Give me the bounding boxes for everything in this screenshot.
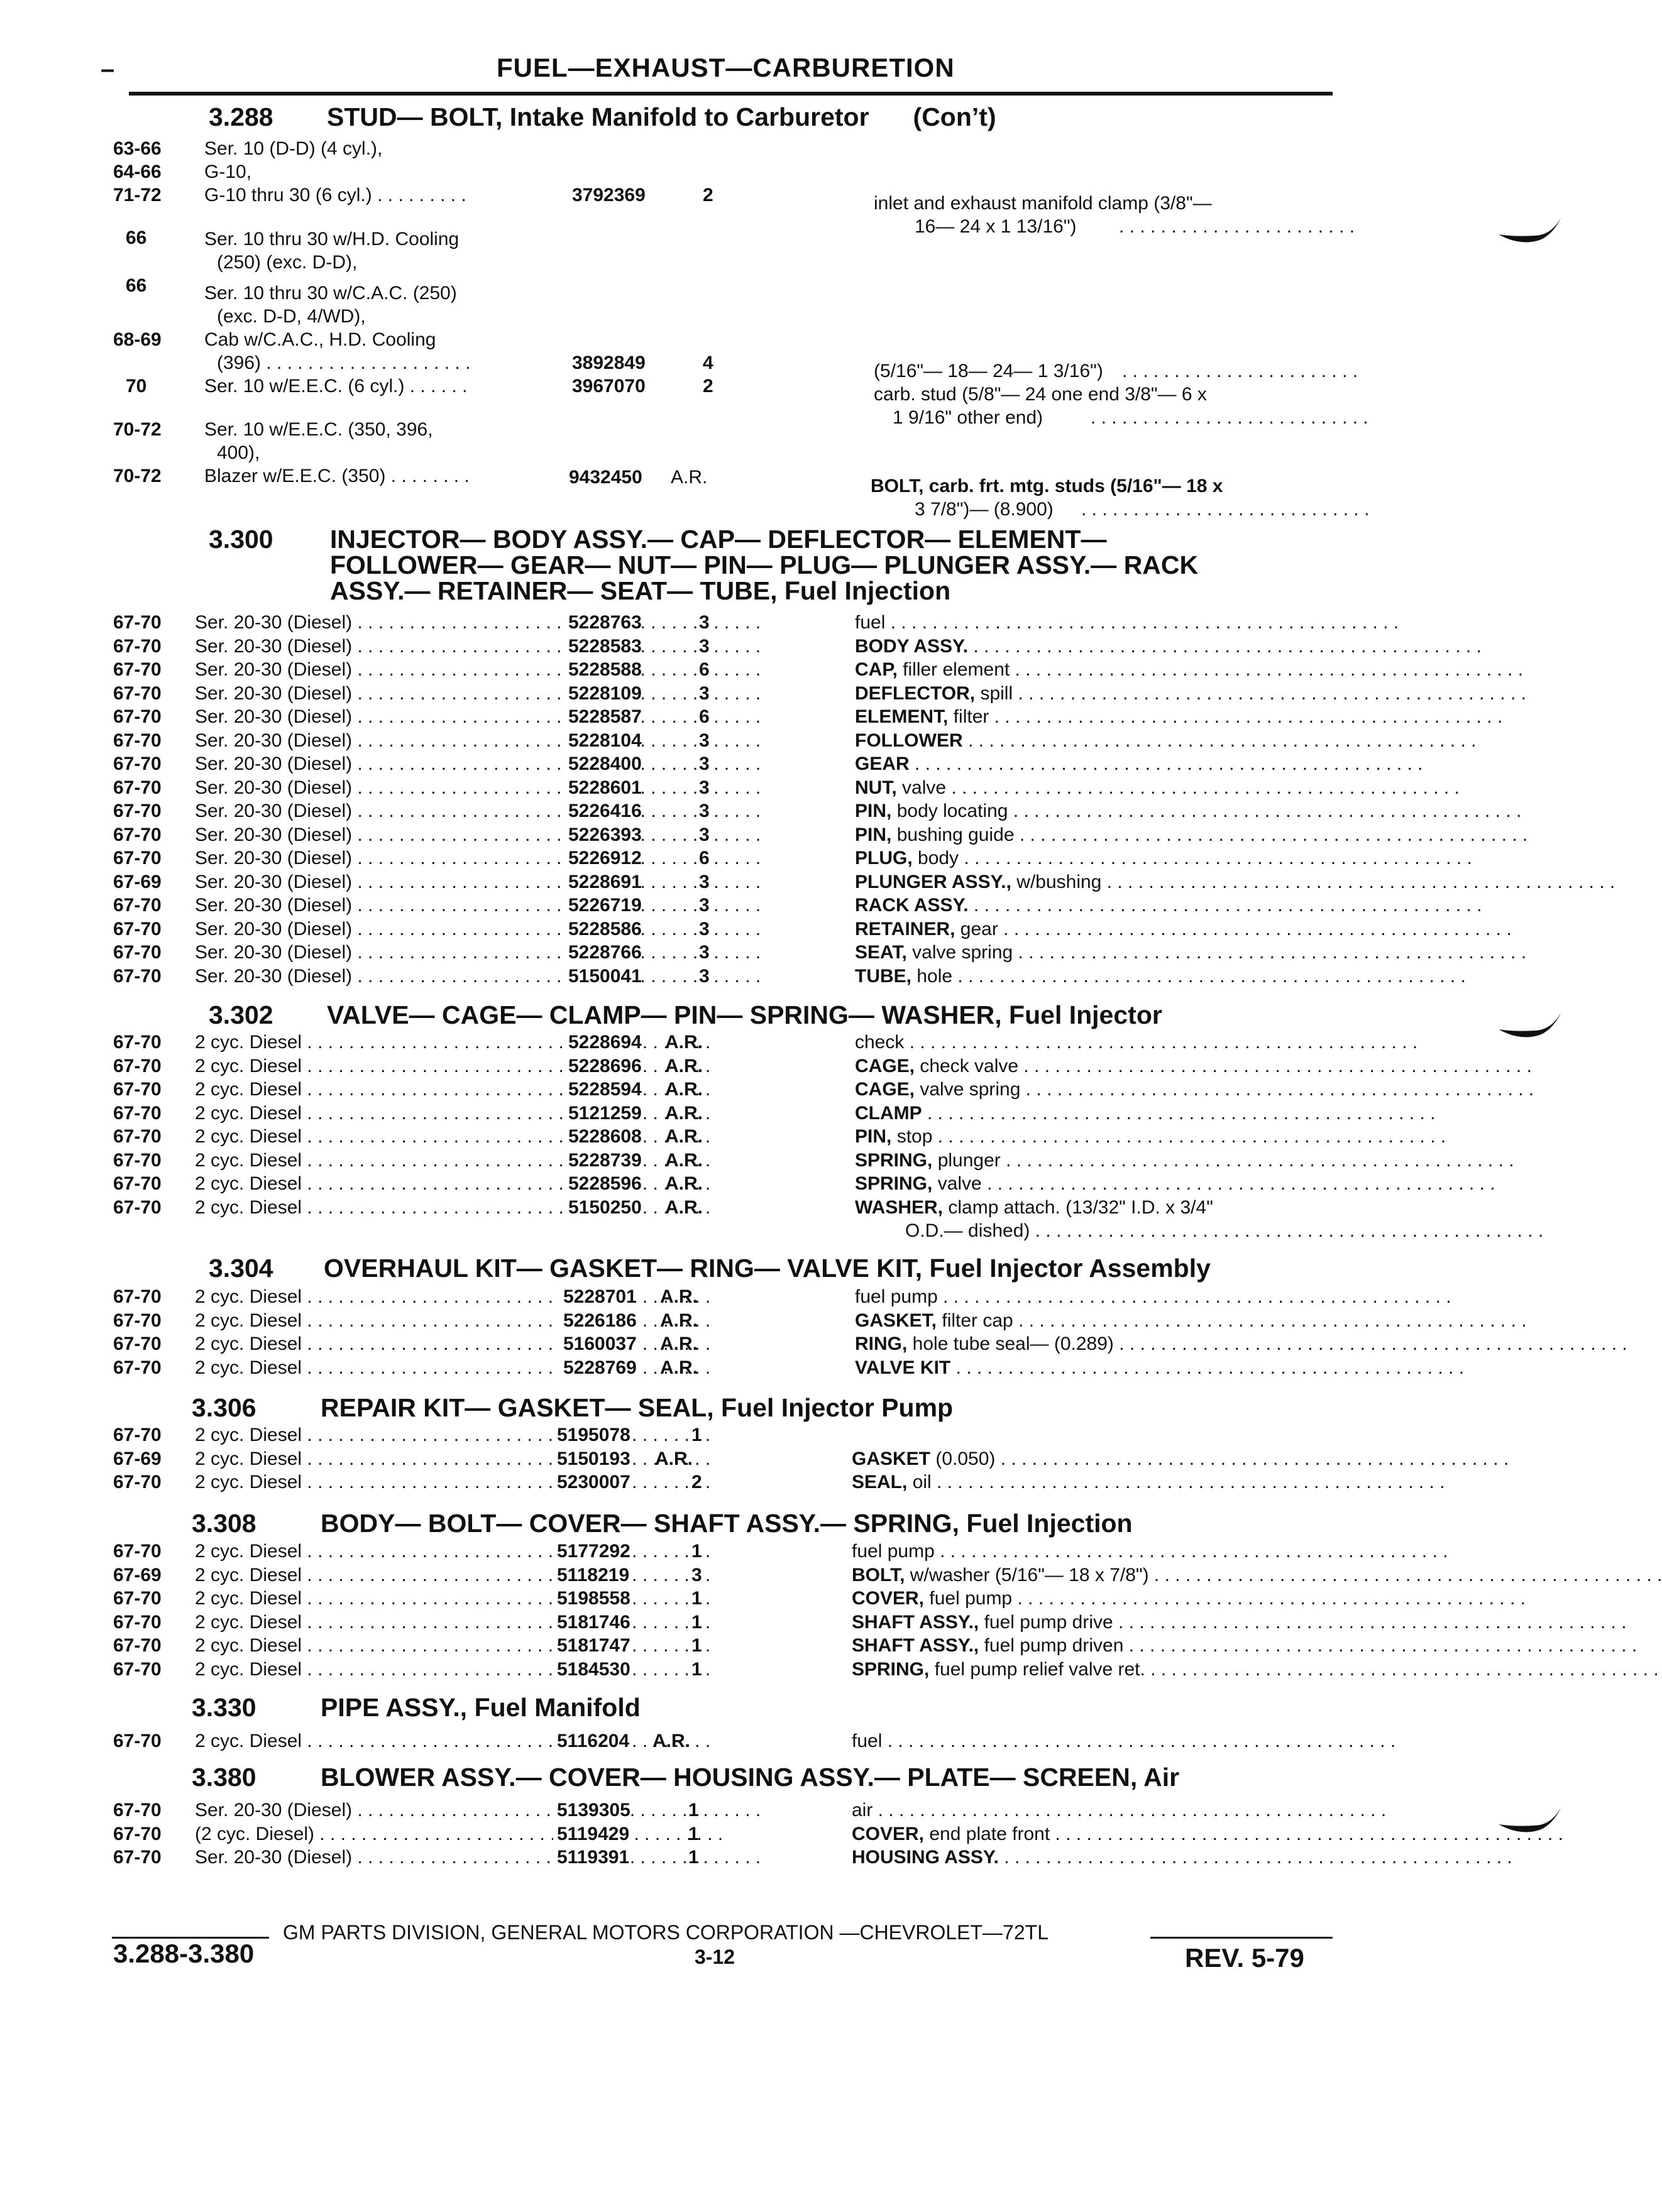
year: 68-69 xyxy=(113,329,162,350)
table-row: 67-70 2 cyc. Diesel . . . 5230007 2 SEAL, oil . . . xyxy=(113,1470,1345,1494)
table-row: 67-70 2 cyc. Diesel . . . 5226186 A.R. GASKET, filter cap . . . xyxy=(113,1309,1345,1333)
year: 70-72 xyxy=(113,466,162,486)
footer-publisher: GM PARTS DIVISION, GENERAL MOTORS CORPORATION —CHEVROLET—72TL xyxy=(283,1921,1048,1944)
section-number: 3.300 xyxy=(209,525,273,554)
application: Ser. 10 w/E.E.C. (6 cyl.) . . . . . . xyxy=(204,376,468,397)
table-row: 67-70 Ser. 20-30 (Diesel) . . . 5228400 3 GEAR . . . xyxy=(113,752,1345,776)
table-row: 67-70 2 cyc. Diesel . . . 5195078 1 xyxy=(113,1423,1345,1447)
footer-rule-right xyxy=(1150,1937,1333,1939)
section-3-304-table xyxy=(113,1285,1345,1379)
application: (250) (exc. D-D), xyxy=(217,252,358,273)
section-title: REPAIR KIT— GASKET— SEAL, Fuel Injector Pump xyxy=(321,1393,954,1422)
year: 70-72 xyxy=(113,419,162,440)
table-row: 67-69 2 cyc. Diesel . . . 5118219 3 BOLT, w/washer (5/16"— 18 x 7/8") . . . xyxy=(113,1563,1345,1587)
table-row: 67-70 2 cyc. Diesel . . . 5177292 1 fuel pump . . . xyxy=(113,1540,1345,1563)
table-row: 67-70 Ser. 20-30 (Diesel) . . . 5226719 3 RACK ASSY. . . . xyxy=(113,894,1345,917)
year: 64-66 xyxy=(113,162,162,182)
application: (396) . . . . . . . . . . . . . . . . . . . . xyxy=(217,353,471,373)
description: 1 9/16" other end) xyxy=(893,407,1043,428)
description: BOLT, carb. frt. mtg. studs (5/16"— 18 x xyxy=(871,476,1223,496)
application: Cab w/C.A.C., H.D. Cooling xyxy=(204,329,436,350)
table-row: 67-70 2 cyc. Diesel . . . 5150250 A.R. WASHER, clamp attach. (13/32" I.D. x 3/4" xyxy=(113,1196,1345,1220)
application: G-10 thru 30 (6 cyl.) . . . . . . . . . xyxy=(204,185,466,205)
binder-hole-mark xyxy=(1496,1005,1565,1043)
table-row: 67-70 Ser. 20-30 (Diesel) . . . 5226416 3 PIN, body locating . . . xyxy=(113,799,1345,823)
footer-section-range: 3.288-3.380 xyxy=(113,1939,255,1968)
table-row: 67-70 2 cyc. Diesel . . . 5181746 1 SHAFT ASSY., fuel pump drive . . . xyxy=(113,1611,1345,1634)
section-title: VALVE— CAGE— CLAMP— PIN— SPRING— WASHER, Fuel Injector xyxy=(327,1000,1162,1029)
table-row: 67-70 2 cyc. Diesel . . . 5228596 A.R. SPRING, valve . . . xyxy=(113,1172,1345,1196)
description: 16— 24 x 1 13/16") xyxy=(915,216,1077,237)
section-3-380-table xyxy=(113,1799,1345,1870)
part-number: 9432450 xyxy=(569,467,642,488)
section-title: BLOWER ASSY.— COVER— HOUSING ASSY.— PLATE— SCREEN, Air xyxy=(321,1763,1180,1792)
continued-label: (Con’t) xyxy=(913,102,996,131)
table-row: 67-70 2 cyc. Diesel . . . 5228608 A.R. PIN, stop . . . xyxy=(113,1125,1345,1149)
table-row: 67-69 Ser. 20-30 (Diesel) . . . 5228691 3 PLUNGER ASSY., w/bushing . . . xyxy=(113,870,1345,894)
section-title: PIPE ASSY., Fuel Manifold xyxy=(321,1693,641,1722)
year: 71-72 xyxy=(113,185,162,205)
section-title: BODY— BOLT— COVER— SHAFT ASSY.— SPRING, Fuel Injection xyxy=(321,1509,1133,1538)
table-row: 67-69 2 cyc. Diesel . . . 5150193 A.R. GASKET (0.050) . . . xyxy=(113,1447,1345,1471)
section-number: 3.306 xyxy=(192,1393,256,1422)
description: inlet and exhaust manifold clamp (3/8"— xyxy=(874,193,1212,214)
section-number: 3.330 xyxy=(192,1693,256,1722)
section-number: 3.288 xyxy=(209,102,273,131)
table-row: 67-70 2 cyc. Diesel . . . 5228701 A.R. fuel pump . . . xyxy=(113,1285,1345,1309)
table-row: 67-70 2 cyc. Diesel . . . 5116204 A.R. fuel . . . xyxy=(113,1729,1345,1753)
table-row: 67-70 2 cyc. Diesel . . . 5198558 1 COVER, fuel pump . . . xyxy=(113,1587,1345,1611)
part-number: 3792369 xyxy=(572,185,646,205)
table-row: 67-70 2 cyc. Diesel . . . 5228739 A.R. SPRING, plunger . . . xyxy=(113,1149,1345,1173)
table-row: 67-70 Ser. 20-30 (Diesel) . . . 5228763 3 fuel . . . xyxy=(113,611,1345,635)
table-row: 67-70 Ser. 20-30 (Diesel) . . . 5228601 3 NUT, valve . . . xyxy=(113,776,1345,800)
table-row: 67-70 2 cyc. Diesel . . . 5228694 A.R. check . . . xyxy=(113,1031,1345,1054)
section-3-302-table xyxy=(113,1031,1345,1243)
description: carb. stud (5/8"— 24 one end 3/8"— 6 x xyxy=(874,384,1207,405)
table-row: 67-70 2 cyc. Diesel . . . 5121259 A.R. CLAMP . . . xyxy=(113,1102,1345,1125)
year: 70 xyxy=(126,376,147,397)
table-row: 67-70 Ser. 20-30 (Diesel) . . . 5228104 3 FOLLOWER . . . xyxy=(113,729,1345,753)
table-row: 67-70 2 cyc. Diesel . . . 5160037 A.R. RING, hole tube seal— (0.289) . . . xyxy=(113,1332,1345,1356)
section-title: STUD— BOLT, Intake Manifold to Carburetor (Con’t) xyxy=(327,102,996,131)
table-row: 67-70 Ser. 20-30 (Diesel) . . . 5226393 3 PIN, bushing guide . . . xyxy=(113,823,1345,847)
application: 400), xyxy=(217,442,260,463)
quantity: 4 xyxy=(703,353,713,373)
section-number: 3.380 xyxy=(192,1763,256,1792)
application: Blazer w/E.E.C. (350) . . . . . . . . xyxy=(204,466,470,486)
year: 66 xyxy=(126,275,147,296)
table-row: 67-70 Ser. 20-30 (Diesel) . . . 5228766 3 SEAT, valve spring . . . xyxy=(113,941,1345,965)
part-number: 3967070 xyxy=(572,376,646,397)
table-row: 67-70 Ser. 20-30 (Diesel) . . . 5228586 3 RETAINER, gear . . . xyxy=(113,917,1345,941)
part-number: 3892849 xyxy=(572,353,646,373)
leader-dots: . . . . . . . . . . . . . . . . . . . . . . . xyxy=(1119,216,1355,237)
footer-page-number: 3-12 xyxy=(695,1946,735,1968)
application: G-10, xyxy=(204,162,252,182)
leader-dots: . . . . . . . . . . . . . . . . . . . . . . . . . . . xyxy=(1091,407,1368,428)
quantity: 2 xyxy=(703,185,713,205)
section-title: OVERHAUL KIT— GASKET— RING— VALVE KIT, Fuel Injector Assembly xyxy=(324,1254,1211,1283)
section-title: INJECTOR— BODY ASSY.— CAP— DEFLECTOR— ELEMENT— FOLLOWER— GEAR— NUT— PIN— PLUG— PLUNGER ASSY.— RACK ASSY.— RETAINER— SEAT— TUBE, Fuel Injection xyxy=(330,525,1199,605)
year: 66 xyxy=(126,227,147,248)
description: 3 7/8")— (8.900) xyxy=(915,499,1054,520)
header-rule xyxy=(129,92,1333,96)
table-row: 67-70 Ser. 20-30 (Diesel) . . . 5226912 6 PLUG, body . . . xyxy=(113,846,1345,870)
section-number: 3.304 xyxy=(209,1254,273,1283)
description: (5/16"— 18— 24— 1 3/16") xyxy=(874,361,1103,381)
section-3-306-table xyxy=(113,1423,1345,1494)
section-3-300-table xyxy=(113,611,1345,988)
table-row: 67-70 Ser. 20-30 (Diesel) . . . 5139305 1 air . . . xyxy=(113,1799,1345,1822)
section-number: 3.302 xyxy=(209,1000,273,1029)
table-row: 67-70 Ser. 20-30 (Diesel) . . . 5150041 3 TUBE, hole . . . xyxy=(113,965,1345,988)
application: (exc. D-D, 4/WD), xyxy=(217,306,366,327)
table-row: 67-70 Ser. 20-30 (Diesel) . . . 5228583 3 BODY ASSY. . . . xyxy=(113,635,1345,659)
table-row: 67-70 2 cyc. Diesel . . . 5181747 1 SHAFT ASSY., fuel pump driven . . . xyxy=(113,1634,1345,1658)
binder-hole-mark xyxy=(1496,1800,1565,1838)
page-title: FUEL—EXHAUST—CARBURETION xyxy=(497,53,955,82)
table-row: 67-70 2 cyc. Diesel . . . 5228594 A.R. CAGE, valve spring . . . xyxy=(113,1078,1345,1102)
table-row: 67-70 2 cyc. Diesel . . . 5184530 1 SPRING, fuel pump relief valve ret. . . . xyxy=(113,1658,1345,1682)
table-row: 67-70 Ser. 20-30 (Diesel) . . . 5228588 6 CAP, filler element . . . xyxy=(113,658,1345,682)
application: Ser. 10 thru 30 w/H.D. Cooling xyxy=(204,229,460,249)
binder-hole-mark xyxy=(1496,211,1565,248)
table-row: 67-70 (2 cyc. Diesel) . . . 5119429 1 COVER, end plate front . . . xyxy=(113,1822,1345,1846)
leader-dots: . . . . . . . . . . . . . . . . . . . . . . . . . . . . xyxy=(1081,499,1370,520)
application: Ser. 10 thru 30 w/C.A.C. (250) xyxy=(204,283,457,304)
application: Ser. 10 (D-D) (4 cyl.), xyxy=(204,138,383,159)
section-number: 3.308 xyxy=(192,1509,256,1538)
table-row: 67-70 Ser. 20-30 (Diesel) . . . 5119391 1 HOUSING ASSY. . . . xyxy=(113,1846,1345,1870)
table-row: 67-70 Ser. 20-30 (Diesel) . . . 5228109 3 DEFLECTOR, spill . . . xyxy=(113,682,1345,706)
quantity: 2 xyxy=(703,376,713,397)
table-row-continuation: O.D.— dished) . . . xyxy=(113,1219,1345,1243)
table-row: 67-70 Ser. 20-30 (Diesel) . . . 5228587 6 ELEMENT, filter . . . xyxy=(113,705,1345,729)
application: Ser. 10 w/E.E.C. (350, 396, xyxy=(204,419,433,440)
year: 63-66 xyxy=(113,138,162,159)
footer-revision: REV. 5-79 xyxy=(1185,1943,1304,1973)
leader-dots: . . . . . . . . . . . . . . . . . . . . . . . xyxy=(1122,361,1358,381)
table-row: 67-70 2 cyc. Diesel . . . 5228769 A.R. VALVE KIT . . . xyxy=(113,1356,1345,1380)
section-3-330-table xyxy=(113,1729,1345,1753)
quantity: A.R. xyxy=(671,467,708,488)
header-dash: – xyxy=(101,55,115,83)
section-3-308-table xyxy=(113,1540,1345,1681)
table-row: 67-70 2 cyc. Diesel . . . 5228696 A.R. CAGE, check valve . . . xyxy=(113,1054,1345,1078)
